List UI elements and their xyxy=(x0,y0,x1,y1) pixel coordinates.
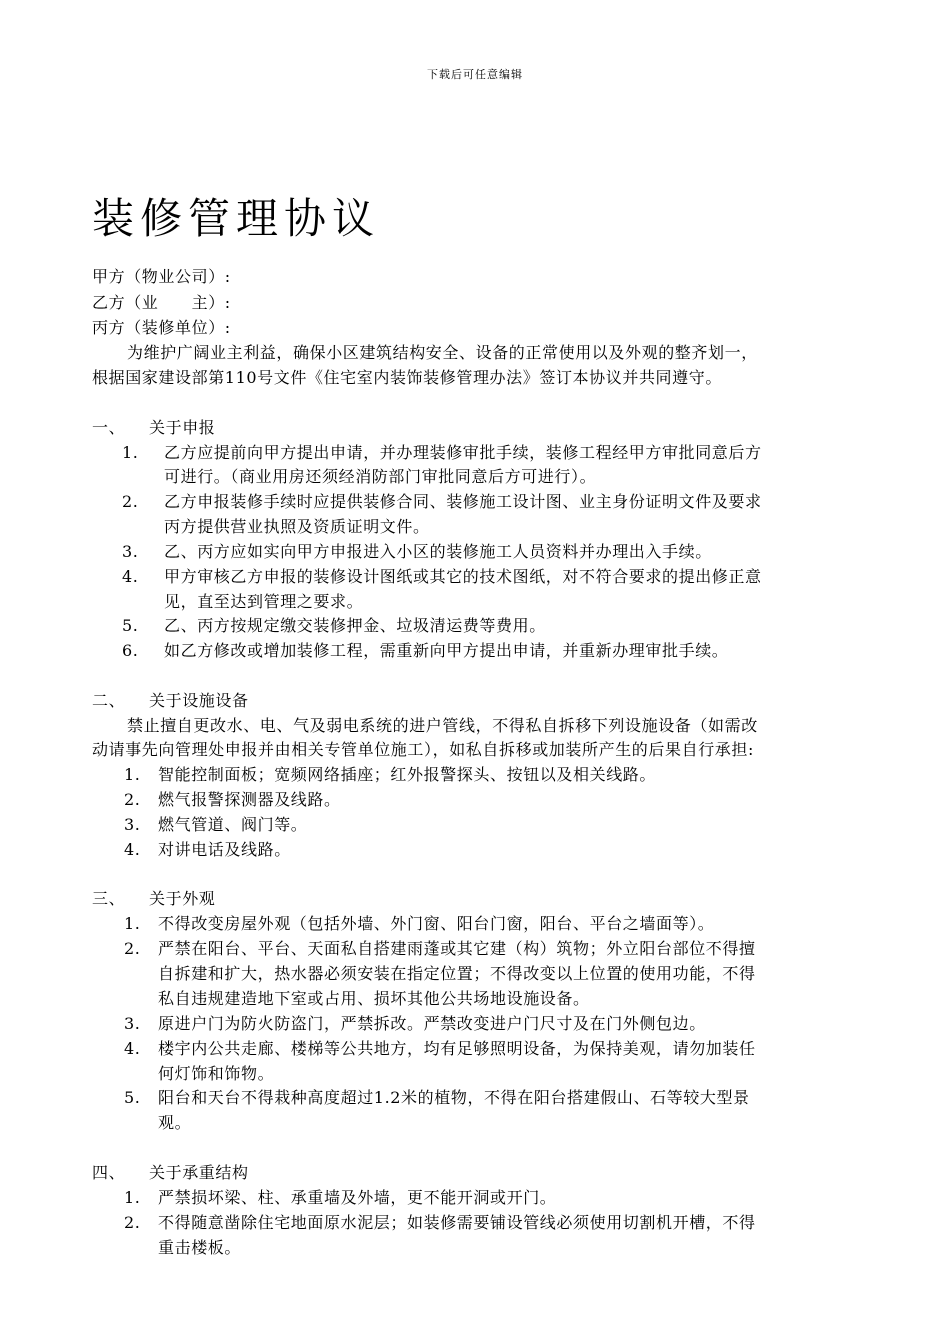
party-c: 丙方（装修单位）: xyxy=(92,318,231,337)
item-text: 楼宇内公共走廊、楼梯等公共地方，均有足够照明设备，为保持美观，请勿加装任 xyxy=(158,1039,756,1058)
section-title: 关于申报 xyxy=(149,418,216,437)
section-heading xyxy=(92,1161,249,1185)
section-paragraph: 禁止擅自更改水、电、气及弱电系统的进户管线，不得私自拆移下列设施设备（如需改 xyxy=(127,716,758,735)
item-number: 3. xyxy=(124,1014,141,1033)
list-item xyxy=(122,639,728,663)
list-item xyxy=(122,540,712,564)
item-number: 2. xyxy=(124,790,141,809)
item-number: 5. xyxy=(124,1088,141,1107)
section-number: 一、 xyxy=(92,418,126,437)
item-number: 3. xyxy=(122,542,139,561)
intro-line: 根据国家建设部第110号文件《住宅室内装饰装修管理办法》签订本协议并共同遵守。 xyxy=(92,368,722,387)
item-text: 乙、丙方应如实向甲方申报进入小区的装修施工人员资料并办理出入手续。 xyxy=(164,542,712,561)
section-heading xyxy=(92,416,215,440)
list-item xyxy=(124,1012,706,1036)
item-text-continued: 观。 xyxy=(158,1113,192,1132)
item-text-continued: 何灯饰和饰物。 xyxy=(158,1064,275,1083)
item-number: 3. xyxy=(124,815,141,834)
list-item xyxy=(124,763,656,787)
item-number: 6. xyxy=(122,641,139,660)
item-text: 不得随意凿除住宅地面原水泥层；如装修需要铺设管线必须使用切割机开槽，不得 xyxy=(158,1213,756,1232)
item-text: 乙、丙方按规定缴交装修押金、垃圾清运费等费用。 xyxy=(164,616,546,635)
section-heading xyxy=(92,689,249,713)
section-number: 二、 xyxy=(92,691,126,710)
item-text-continued: 私自违规建造地下室或占用、损坏其他公共场地设施设备。 xyxy=(158,989,590,1008)
list-item xyxy=(124,937,756,961)
item-number: 1. xyxy=(124,765,141,784)
list-item xyxy=(124,813,307,837)
item-text-continued: 可进行。（商业用房还须经消防部门审批同意后方可进行）。 xyxy=(164,467,597,486)
section-number: 三、 xyxy=(92,889,126,908)
item-number: 1. xyxy=(124,914,141,933)
list-item xyxy=(124,1086,750,1110)
section-number: 四、 xyxy=(92,1163,126,1182)
list-item xyxy=(124,838,291,862)
document-title: 装修管理协议 xyxy=(92,194,381,243)
list-item xyxy=(124,1186,556,1210)
item-number: 4. xyxy=(122,567,139,586)
list-item xyxy=(122,565,762,589)
item-number: 1. xyxy=(122,443,139,462)
section-title: 关于承重结构 xyxy=(149,1163,249,1182)
item-text-continued: 自拆建和扩大，热水器必须安装在指定位置；不得改变以上位置的使用功能，不得 xyxy=(158,964,756,983)
list-item xyxy=(124,1211,756,1235)
list-item xyxy=(124,788,341,812)
item-number: 4. xyxy=(124,1039,141,1058)
item-text-continued: 见，直至达到管理之要求。 xyxy=(164,592,364,611)
item-text: 智能控制面板；宽频网络插座；红外报警探头、按钮以及相关线路。 xyxy=(158,765,657,784)
list-item xyxy=(122,614,546,638)
item-text: 乙方应提前向甲方提出申请，并办理装修审批手续，装修工程经甲方审批同意后方 xyxy=(164,443,762,462)
section-paragraph: 动请事先向管理处申报并由相关专管单位施工），如私自拆移或加装所产生的后果自行承担: xyxy=(92,740,754,759)
party-a: 甲方（物业公司）: xyxy=(92,267,231,286)
section-heading xyxy=(92,887,215,911)
item-number: 2. xyxy=(124,1213,141,1232)
list-item xyxy=(122,441,762,465)
section-title: 关于外观 xyxy=(149,889,216,908)
item-text: 阳台和天台不得栽种高度超过1.2米的植物，不得在阳台搭建假山、石等较大型景 xyxy=(158,1088,750,1107)
section-title: 关于设施设备 xyxy=(149,691,249,710)
intro-line: 为维护广阔业主利益，确保小区建筑结构安全、设备的正常使用以及外观的整齐划一， xyxy=(127,343,758,362)
item-text: 燃气管道、阀门等。 xyxy=(158,815,308,834)
item-number: 2. xyxy=(122,492,139,511)
list-item xyxy=(124,1037,756,1061)
item-number: 1. xyxy=(124,1188,141,1207)
item-text: 燃气报警探测器及线路。 xyxy=(158,790,341,809)
list-item xyxy=(124,912,714,936)
item-number: 2. xyxy=(124,939,141,958)
item-text: 甲方审核乙方申报的装修设计图纸或其它的技术图纸，对不符合要求的提出修正意 xyxy=(164,567,762,586)
item-text: 如乙方修改或增加装修工程，需重新向甲方提出申请，并重新办理审批手续。 xyxy=(164,641,729,660)
item-text: 对讲电话及线路。 xyxy=(158,840,291,859)
list-item xyxy=(122,490,762,514)
item-text-continued: 丙方提供营业执照及资质证明文件。 xyxy=(164,517,430,536)
header-note: 下载后可任意编辑 xyxy=(427,68,523,81)
item-text: 严禁损坏梁、柱、承重墙及外墙，更不能开洞或开门。 xyxy=(158,1188,557,1207)
item-number: 5. xyxy=(122,616,139,635)
item-text: 乙方申报装修手续时应提供装修合同、装修施工设计图、业主身份证明文件及要求 xyxy=(164,492,762,511)
item-number: 4. xyxy=(124,840,141,859)
item-text-continued: 重击楼板。 xyxy=(158,1238,242,1257)
party-b: 乙方（业 主）: xyxy=(92,293,231,312)
item-text: 严禁在阳台、平台、天面私自搭建雨蓬或其它建（构）筑物；外立阳台部位不得擅 xyxy=(158,939,756,958)
item-text: 原进户门为防火防盗门，严禁拆改。严禁改变进户门尺寸及在门外侧包边。 xyxy=(158,1014,706,1033)
item-text: 不得改变房屋外观（包括外墙、外门窗、阳台门窗，阳台、平台之墙面等）。 xyxy=(158,914,715,933)
